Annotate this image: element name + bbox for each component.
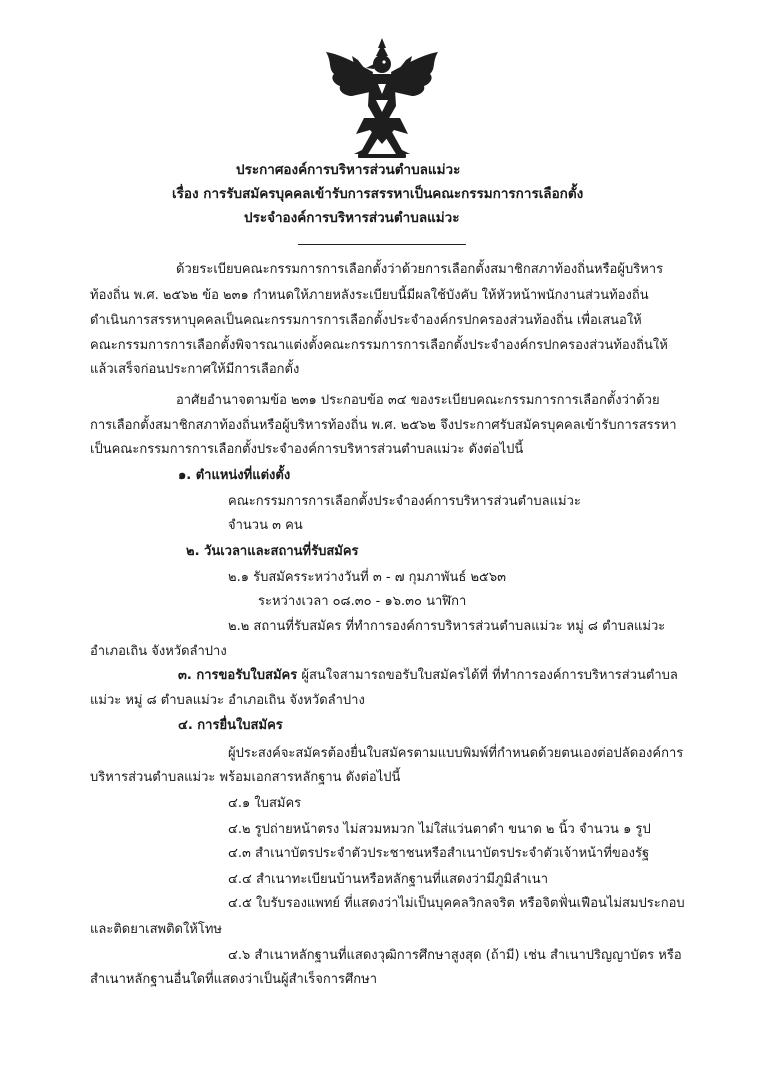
title-line-2: เรื่อง การรับสมัครบุคคลเข้ารับการสรรหาเป็นคณะกรรมการการเลือกตั้ง — [172, 186, 584, 202]
title-divider — [298, 244, 466, 245]
section-1-position: คณะกรรมการการเลือกตั้งประจำองค์การบริหารส่วนตำบลแม่วะ — [228, 494, 581, 509]
list-item: ๔.๑ ใบสมัคร — [228, 796, 302, 811]
section-3-text: ผู้สนใจสามารถขอรับใบสมัครได้ที่ ที่ทำการองค์การบริหารส่วนตำบล — [297, 668, 678, 683]
section-1-count: จำนวน ๓ คน — [228, 518, 303, 533]
title-line-3: ประจำองค์การบริหารส่วนตำบลแม่วะ — [244, 210, 460, 226]
section-3-heading: ๓. การขอรับใบสมัคร — [178, 668, 298, 683]
list-item: ๔.๒ รูปถ่ายหน้าตรง ไม่สวมหมวก ไม่ใส่แว่นตาดำ ขนาด ๒ นิ้ว จำนวน ๑ รูป — [228, 822, 651, 837]
para2-line: การเลือกตั้งสมาชิกสภาท้องถิ่นหรือผู้บริหารท้องถิ่น พ.ศ. ๒๕๖๒ จึงประกาศรับสมัครบุคคลเข้ารับการสรรหา — [90, 418, 677, 433]
list-item: ๔.๕ ใบรับรองแพทย์ ที่แสดงว่าไม่เป็นบุคคลวิกลจริต หรือจิตฟั่นเฟือนไม่สมประกอบ — [228, 896, 685, 911]
para1-line: ดำเนินการสรรหาบุคคลเป็นคณะกรรมการการเลือกตั้งประจำองค์กรปกครองส่วนท้องถิ่น เพื่อเสนอให้ — [90, 313, 642, 328]
title-line-1: ประกาศองค์การบริหารส่วนตำบลแม่วะ — [236, 162, 461, 178]
para2-line: เป็นคณะกรรมการการเลือกตั้งประจำองค์การบริหารส่วนตำบลแม่วะ ดังต่อไปนี้ — [90, 442, 524, 457]
list-item: ๔.๔ สำเนาทะเบียนบ้านหรือหลักฐานที่แสดงว่ามีภูมิลำเนา — [228, 872, 548, 887]
section-4-intro: ผู้ประสงค์จะสมัครต้องยื่นใบสมัครตามแบบพิมพ์ที่กำหนดด้วยตนเองต่อปลัดองค์การ — [228, 746, 684, 761]
section-2-heading: ๒. วันเวลาและสถานที่รับสมัคร — [186, 544, 359, 559]
garuda-emblem-icon — [318, 34, 446, 162]
section-4-intro-cont: บริหารส่วนตำบลแม่วะ พร้อมเอกสารหลักฐาน ดังต่อไปนี้ — [90, 770, 401, 785]
list-item: ๔.๓ สำเนาบัตรประจำตัวประชาชนหรือสำเนาบัตรประจำตัวเจ้าหน้าที่ของรัฐ — [228, 846, 650, 861]
para2-line: อาศัยอำนาจตามข้อ ๒๓๑ ประกอบข้อ ๓๔ ของระเบียบคณะกรรมการการเลือกตั้งว่าด้วย — [176, 393, 660, 408]
section-1-heading: ๑. ตำแหน่งที่แต่งตั้ง — [178, 468, 291, 483]
section-3-line-2: แม่วะ หมู่ ๘ ตำบลแม่วะ อำเภอเถิน จังหวัดลำปาง — [90, 693, 365, 708]
para1-line: คณะกรรมการการเลือกตั้งพิจารณาแต่งตั้งคณะกรรมการการเลือกตั้งประจำองค์กรปกครองส่วนท้องถิ่นให้ — [90, 338, 668, 353]
section-2-1-time: ระหว่างเวลา ๐๘.๓๐ - ๑๖.๓๐ นาฬิกา — [258, 594, 467, 609]
section-4-heading: ๔. การยื่นใบสมัคร — [178, 718, 283, 733]
para1-line: ท้องถิ่น พ.ศ. ๒๕๖๒ ข้อ ๒๓๑ กำหนดให้ภายหลังระเบียบนี้มีผลใช้บังคับ ให้หัวหน้าพนักงานส่วนท้องถิ่น — [90, 288, 649, 303]
para1-line: ด้วยระเบียบคณะกรรมการการเลือกตั้งว่าด้วยการเลือกตั้งสมาชิกสภาท้องถิ่นหรือผู้บริหาร — [176, 262, 664, 277]
section-3-line — [178, 668, 678, 684]
list-item-cont: และติดยาเสพติดให้โทษ — [90, 922, 222, 937]
section-2-1-date: ๒.๑ รับสมัครระหว่างวันที่ ๓ - ๗ กุมภาพันธ์ ๒๕๖๓ — [228, 570, 507, 585]
section-2-2-place: ๒.๒ สถานที่รับสมัคร ที่ทำการองค์การบริหารส่วนตำบลแม่วะ หมู่ ๘ ตำบลแม่วะ — [228, 619, 666, 634]
list-item-cont: สำเนาหลักฐานอื่นใดที่แสดงว่าเป็นผู้สำเร็จการศึกษา — [90, 972, 378, 987]
list-item: ๔.๖ สำเนาหลักฐานที่แสดงวุฒิการศึกษาสูงสุด (ถ้ามี) เช่น สำเนาปริญญาบัตร หรือ — [228, 948, 682, 963]
section-2-2-place-cont: อำเภอเถิน จังหวัดลำปาง — [90, 644, 227, 659]
para1-line: แล้วเสร็จก่อนประกาศให้มีการเลือกตั้ง — [90, 362, 300, 377]
